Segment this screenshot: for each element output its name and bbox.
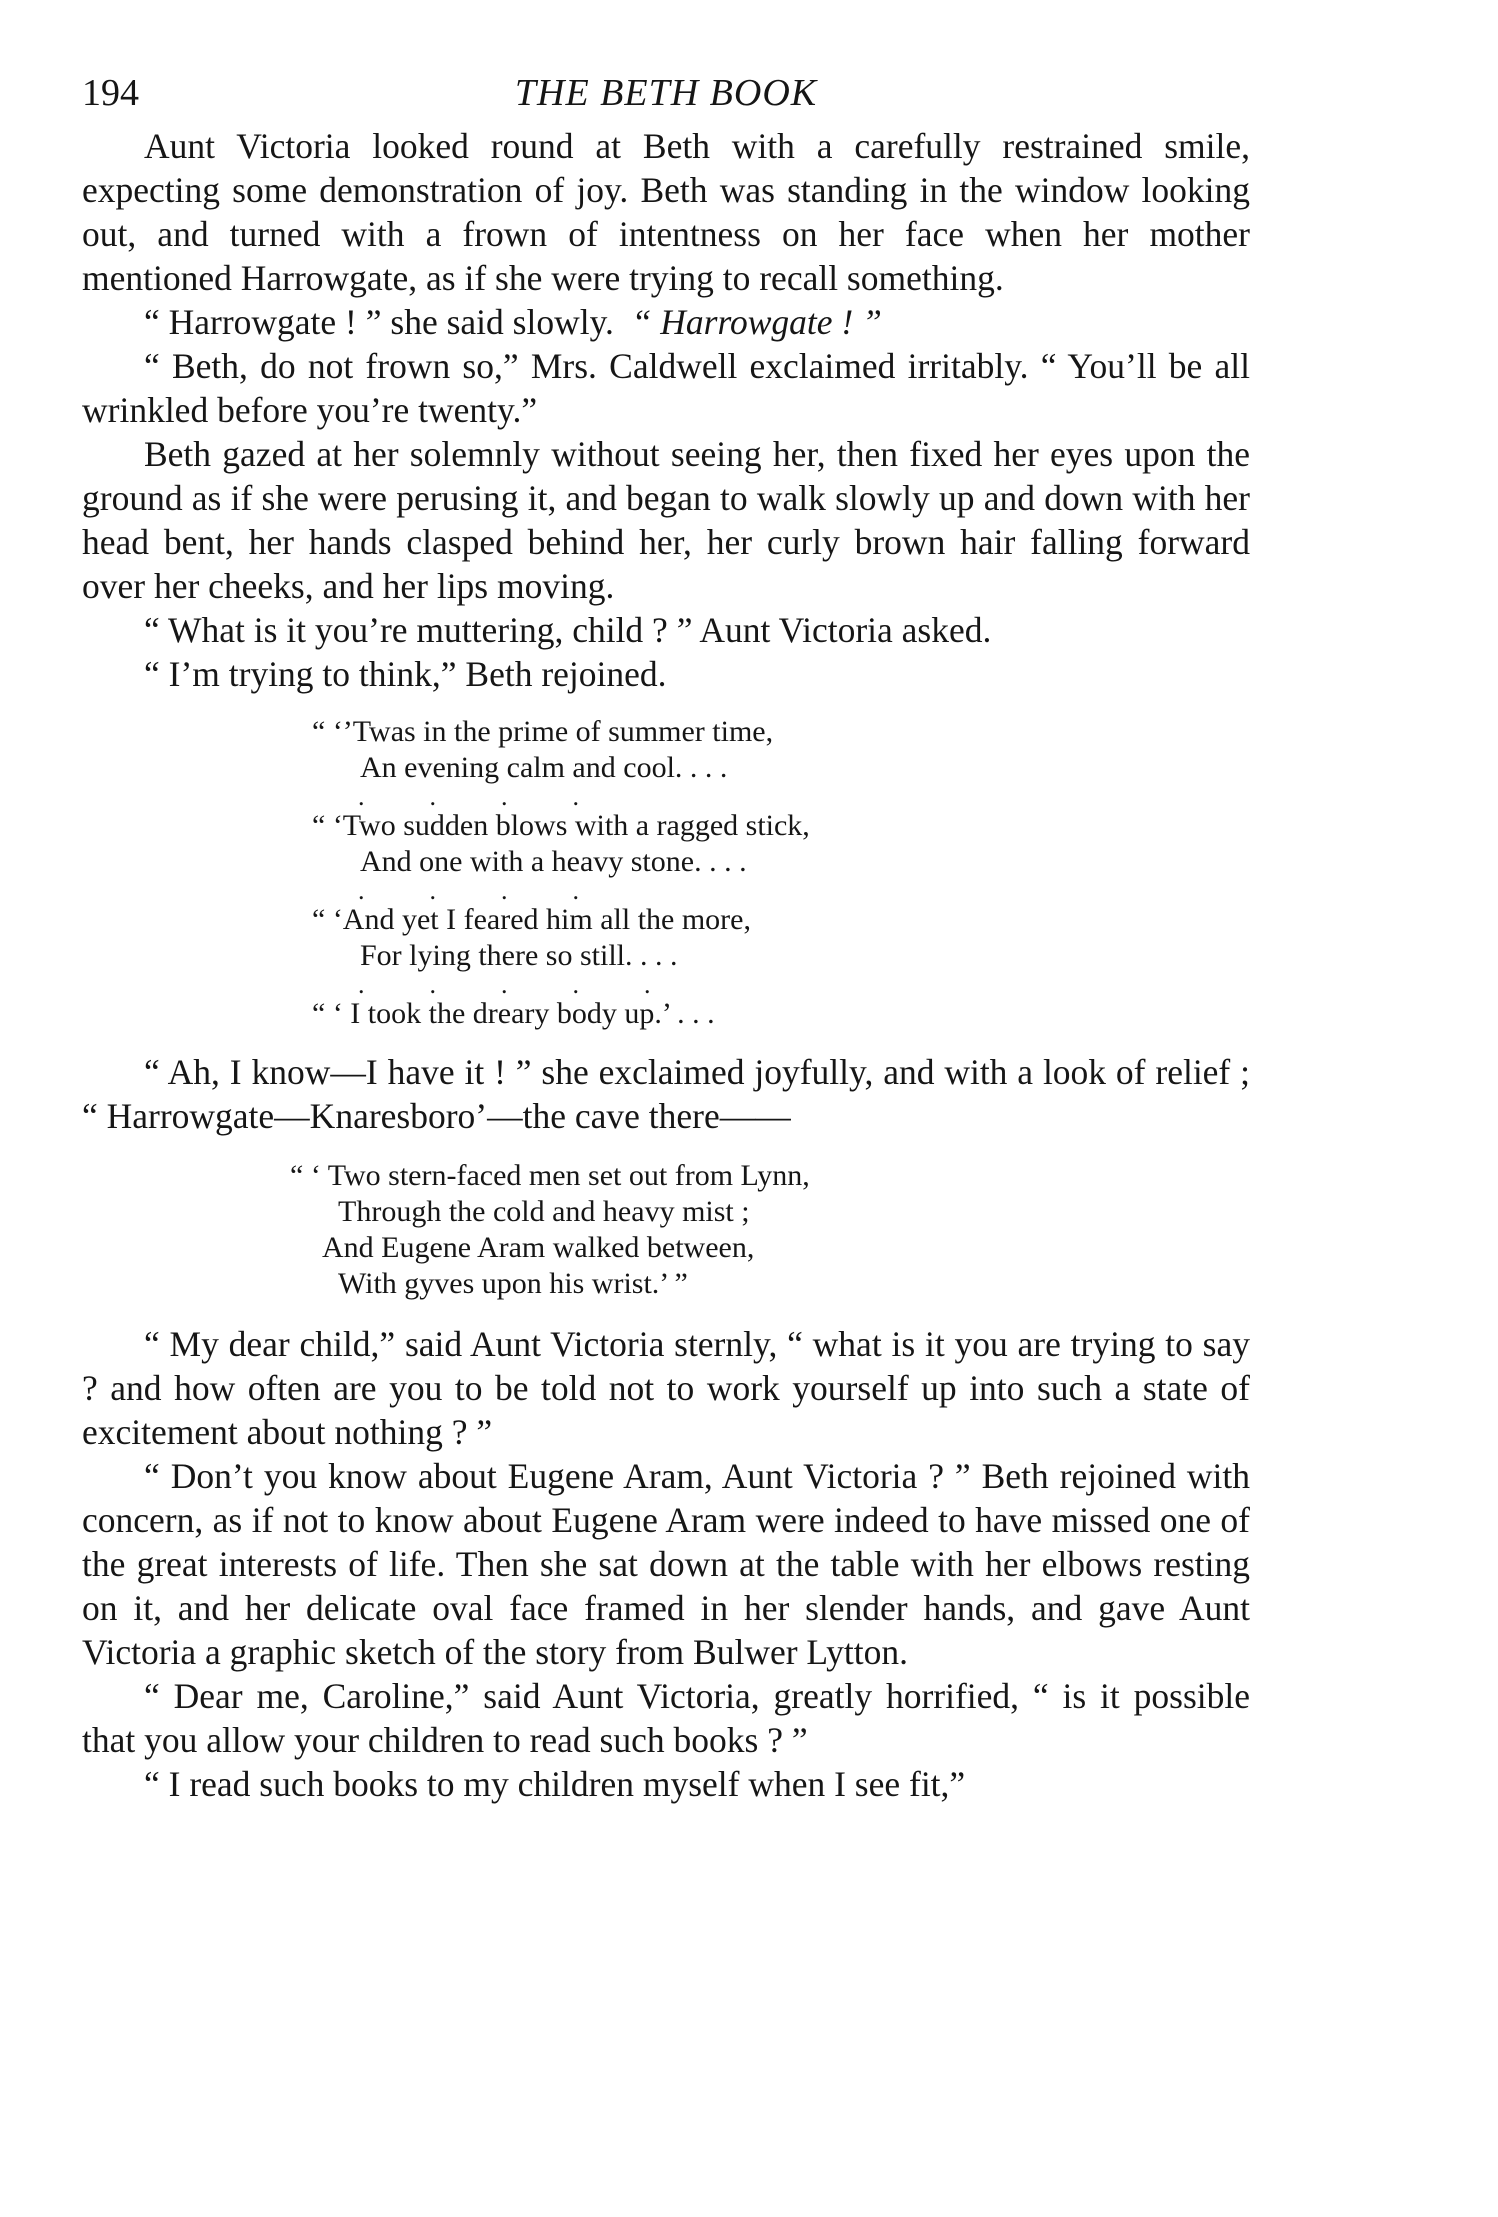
verse-stanza — [312, 808, 1250, 880]
verse-line: With gyves upon his wrist.’ ” — [338, 1267, 688, 1300]
verse-quotation — [312, 714, 1250, 1032]
running-title: THE BETH BOOK — [514, 72, 818, 114]
ellipsis-dots: . . . . — [358, 876, 579, 905]
book-page — [82, 62, 1250, 2182]
paragraph: “ What is it you’re muttering, child ? ” Aunt Victoria asked. — [144, 610, 992, 650]
verse-stanza — [312, 714, 1250, 786]
paragraph: “ Don’t you know about Eugene Aram, Aunt Victoria ? ” Beth rejoined with concern, as if not to know about Eugene Aram were indeed to have missed one of the great interests of life. Then she sat down at the table with her elbows resting on it, and her delicate oval face framed in her slender hands, and gave Aunt Victoria a graphic sketch of the story from Bulwer Lytton. — [82, 1456, 1250, 1672]
verse-quotation — [290, 1158, 1250, 1302]
verse-line: “ ‘Two sudden blows with a ragged stick, — [312, 809, 810, 842]
body-text — [82, 124, 1250, 1806]
paragraph: “ My dear child,” said Aunt Victoria sternly, “ what is it you are trying to say ? and how often are you to be told not to work yourself up into such a state of excitement about nothing ? ” — [82, 1324, 1250, 1452]
paragraph: “ Dear me, Caroline,” said Aunt Victoria, greatly horrified, “ is it possible that you allow your children to read such books ? ” — [82, 1676, 1250, 1760]
paragraph-text: “ Harrowgate ! ” she said slowly. — [144, 302, 614, 342]
verse-line: “ ‘And yet I feared him all the more, — [312, 903, 751, 936]
verse-line: “ ‘ Two stern-faced men set out from Lynn, — [290, 1159, 810, 1192]
verse-line: For lying there so still. . . . — [360, 939, 678, 972]
paragraph — [82, 300, 1250, 344]
page-number: 194 — [82, 72, 139, 114]
paragraph: “ Beth, do not frown so,” Mrs. Caldwell exclaimed irritably. “ You’ll be all wrinkled before you’re twenty.” — [82, 346, 1250, 430]
verse-line: “ ‘ I took the dreary body up.’ . . . — [312, 997, 715, 1030]
paragraph: Beth gazed at her solemnly without seeing her, then fixed her eyes upon the ground as if she were perusing it, and began to walk slowly up and down with her head bent, her hands clasped behind her, her curly brown hair falling forward over her cheeks, and her lips moving. — [82, 434, 1250, 606]
verse-line: And Eugene Aram walked between, — [322, 1231, 755, 1264]
paragraph: Aunt Victoria looked round at Beth with a carefully restrained smile, expecting some demonstration of joy. Beth was standing in the window looking out, and turned with a frown of intentness on her face when her mother mentioned Harrowgate, as if she were trying to recall something. — [82, 126, 1250, 298]
verse-line: Through the cold and heavy mist ; — [338, 1195, 750, 1228]
verse-line: “ ‘’Twas in the prime of summer time, — [312, 715, 774, 748]
paragraph: “ I read such books to my children myself when I see fit,” — [144, 1764, 966, 1804]
ellipsis-dots: . . . . . — [358, 970, 651, 999]
paragraph: “ Ah, I know—I have it ! ” she exclaimed joyfully, and with a look of relief ; “ Harrowgate—Knaresboro’—the cave there—— — [82, 1052, 1250, 1136]
paragraph: “ I’m trying to think,” Beth rejoined. — [144, 654, 667, 694]
verse-line: An evening calm and cool. . . . — [360, 751, 728, 784]
verse-stanza — [312, 996, 1250, 1032]
ellipsis-dots: . . . . — [358, 782, 579, 811]
verse-line: And one with a heavy stone. . . . — [360, 845, 747, 878]
verse-stanza — [312, 902, 1250, 974]
italic-exclamation: “ Harrowgate ! ” — [631, 302, 882, 342]
running-head — [82, 62, 1250, 124]
